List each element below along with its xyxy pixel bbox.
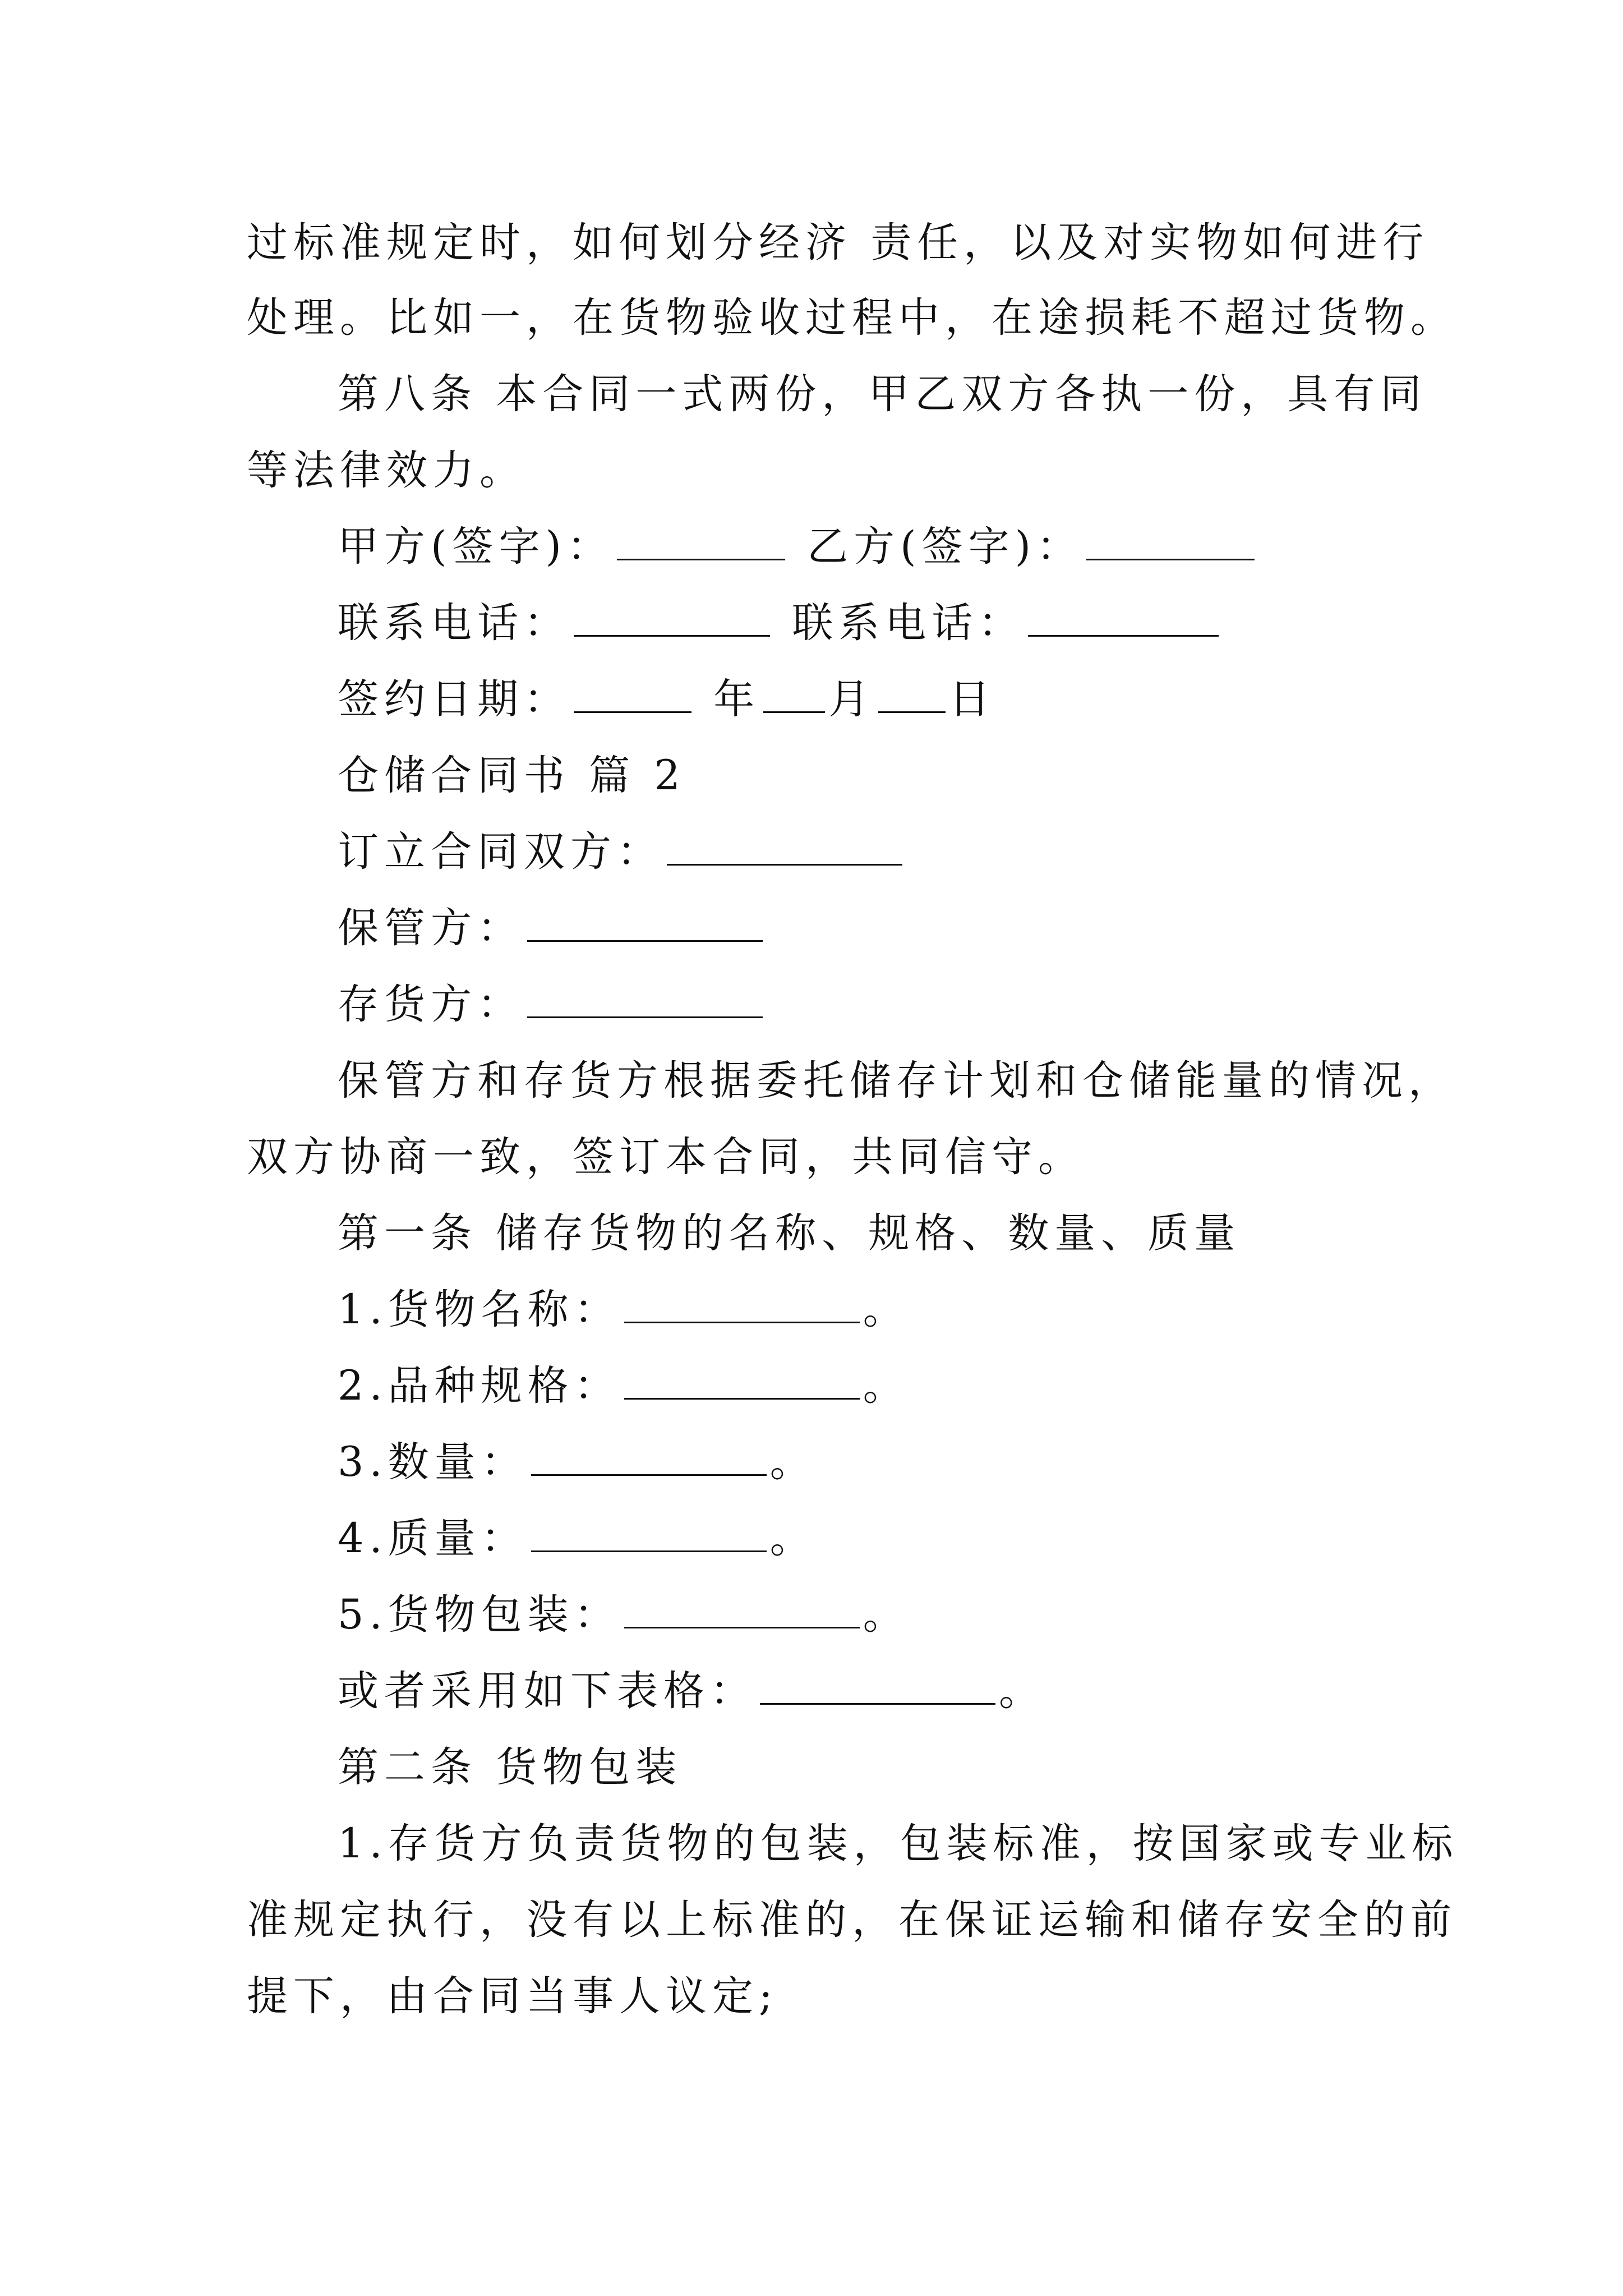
signature-row	[338, 522, 1258, 572]
date-row	[338, 674, 995, 725]
packaging-blank[interactable]	[624, 1594, 860, 1628]
month-blank[interactable]	[763, 679, 825, 713]
goods-name-blank[interactable]	[624, 1289, 860, 1323]
date-label: 签约日期：	[338, 675, 570, 723]
quantity-blank[interactable]	[531, 1442, 767, 1476]
depositor-blank[interactable]	[527, 984, 763, 1018]
contract-parties-blank[interactable]	[667, 831, 902, 866]
packaging-label: 5.货物包装：	[338, 1591, 621, 1639]
party-b-phone-blank[interactable]	[1028, 602, 1219, 637]
quantity-row	[338, 1437, 817, 1488]
table-note-row	[338, 1666, 1045, 1717]
text-line: 处理。比如一，在货物验收过程中，在途损耗不超过货物。	[247, 294, 1457, 342]
period: 。	[999, 1667, 1045, 1715]
custodian-row	[338, 903, 766, 954]
article-1-title: 第一条 储存货物的名称、规格、数量、质量	[338, 1209, 1241, 1257]
party-a-sign-label: 甲方(签字)：	[338, 523, 614, 570]
contract-parties-label: 订立合同双方：	[338, 828, 663, 876]
phone-row	[338, 598, 1222, 648]
packaging-row	[338, 1590, 910, 1640]
intro-line: 保管方和存货方根据委托储存计划和仓储能量的情况，	[338, 1057, 1455, 1105]
table-note-blank[interactable]	[760, 1671, 995, 1705]
depositor-row	[338, 979, 766, 1030]
article-8-line: 第八条 本合同一式两份，甲乙双方各执一份，具有同	[338, 370, 1427, 418]
party-a-sign-blank[interactable]	[617, 526, 785, 560]
quality-label: 4.质量：	[338, 1515, 528, 1562]
party-a-phone-blank[interactable]	[574, 602, 770, 637]
quantity-label: 3.数量：	[338, 1438, 528, 1486]
quality-blank[interactable]	[531, 1518, 767, 1552]
spec-label: 2.品种规格：	[338, 1362, 621, 1410]
custodian-blank[interactable]	[527, 908, 763, 942]
text-line: 过标准规定时，如何划分经济 责任，以及对实物如何进行	[247, 219, 1430, 266]
period: 。	[863, 1286, 910, 1333]
intro-line: 双方协商一致，签订本合同，共同信守。	[247, 1133, 1085, 1181]
period: 。	[769, 1515, 817, 1562]
day-label: 日	[949, 675, 996, 723]
period: 。	[863, 1591, 910, 1639]
spec-row	[338, 1361, 910, 1411]
period: 。	[863, 1362, 910, 1410]
month-label: 月	[828, 675, 875, 723]
article-2-title: 第二条 货物包装	[338, 1743, 683, 1791]
year-label: 年	[713, 675, 760, 723]
party-a-phone-label: 联系电话：	[338, 599, 570, 647]
year-blank[interactable]	[574, 679, 691, 713]
goods-name-row	[338, 1285, 910, 1335]
article-2-line: 提下，由合同当事人议定;	[247, 1972, 778, 2020]
party-b-phone-label: 联系电话：	[792, 599, 1025, 647]
contract-parties-row	[338, 827, 906, 877]
table-note-label: 或者采用如下表格：	[338, 1667, 757, 1715]
party-b-sign-blank[interactable]	[1086, 526, 1255, 560]
custodian-label: 保管方：	[338, 904, 524, 952]
period: 。	[769, 1438, 817, 1486]
depositor-label: 存货方：	[338, 981, 524, 1028]
text-line: 等法律效力。	[247, 447, 526, 494]
article-2-line: 准规定执行，没有以上标准的，在保证运输和储存安全的前	[247, 1896, 1457, 1944]
party-b-sign-label: 乙方(签字)：	[807, 523, 1083, 570]
section-heading: 仓储合同书 篇 2	[338, 752, 686, 799]
day-blank[interactable]	[878, 679, 946, 713]
article-2-line: 1.存货方负责货物的包装，包装标准，按国家或专业标	[338, 1820, 1459, 1867]
quality-row	[338, 1513, 817, 1564]
spec-blank[interactable]	[624, 1365, 860, 1400]
goods-name-label: 1.货物名称：	[338, 1286, 621, 1333]
